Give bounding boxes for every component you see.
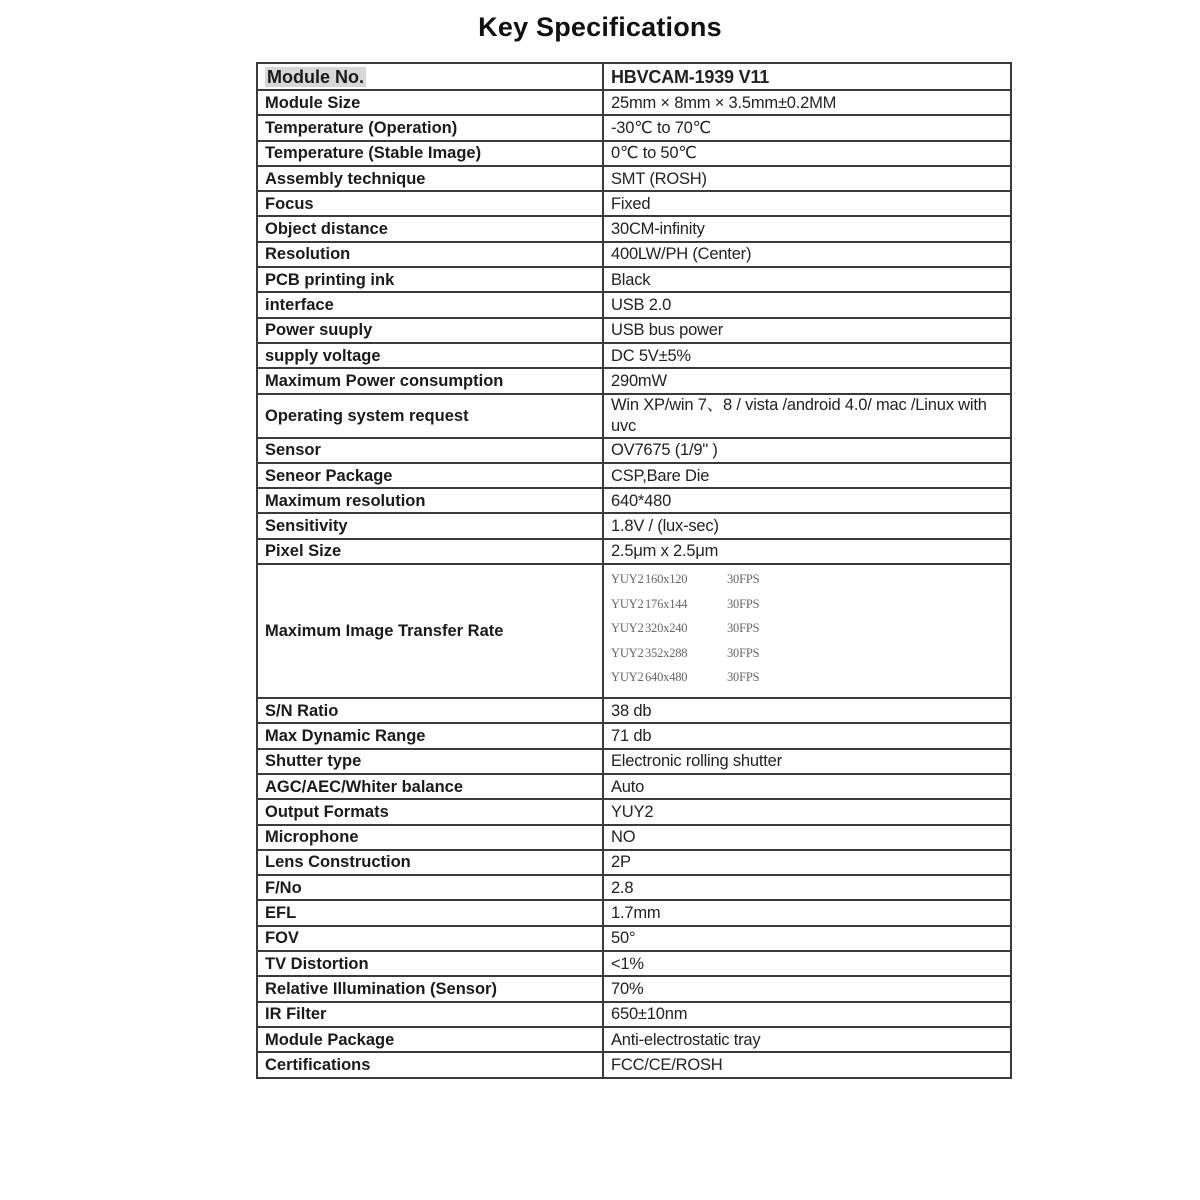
- rate-fps: 30FPS: [727, 596, 760, 611]
- spec-label: AGC/AEC/Whiter balance: [257, 774, 603, 799]
- spec-label: Maximum Image Transfer Rate: [257, 564, 603, 698]
- spec-value: Black: [603, 267, 1011, 292]
- table-row: [257, 1052, 1011, 1077]
- table-row: [257, 191, 1011, 216]
- spec-label: supply voltage: [257, 343, 603, 368]
- table-row: [257, 438, 1011, 463]
- page-title: Key Specifications: [478, 12, 722, 42]
- spec-value: DC 5V±5%: [603, 343, 1011, 368]
- spec-label: Operating system request: [257, 394, 603, 438]
- spec-value: -30℃ to 70℃: [603, 115, 1011, 140]
- table-row: [257, 723, 1011, 748]
- transfer-rate-line: [611, 616, 1003, 641]
- spec-value: 290mW: [603, 368, 1011, 393]
- transfer-rate-list: [603, 564, 1011, 698]
- rate-format: YUY2: [611, 621, 644, 636]
- spec-value: YUY2: [603, 799, 1011, 824]
- spec-value: FCC/CE/ROSH: [603, 1052, 1011, 1077]
- spec-label: Pixel Size: [257, 539, 603, 564]
- spec-label: TV Distortion: [257, 951, 603, 976]
- spec-value: Win XP/win 7、8 / vista /android 4.0/ mac /Linux with uvc: [603, 394, 1011, 438]
- spec-label: EFL: [257, 900, 603, 925]
- table-row: [257, 292, 1011, 317]
- table-row: [257, 368, 1011, 393]
- table-row: [257, 318, 1011, 343]
- spec-label: Relative Illumination (Sensor): [257, 976, 603, 1001]
- spec-value: 50°: [603, 926, 1011, 951]
- rate-fps: 30FPS: [727, 670, 760, 685]
- spec-label: interface: [257, 292, 603, 317]
- spec-label: Lens Construction: [257, 850, 603, 875]
- spec-value: 70%: [603, 976, 1011, 1001]
- spec-value: 71 db: [603, 723, 1011, 748]
- table-row: [257, 115, 1011, 140]
- spec-value: 650±10nm: [603, 1002, 1011, 1027]
- spec-table-body: [257, 63, 1011, 1078]
- spec-label: FOV: [257, 926, 603, 951]
- table-row: [257, 267, 1011, 292]
- spec-value: 400LW/PH (Center): [603, 242, 1011, 267]
- table-row: [257, 749, 1011, 774]
- table-row: [257, 1027, 1011, 1052]
- rate-format: YUY2: [611, 670, 644, 685]
- table-row: [257, 166, 1011, 191]
- rate-resolution: 320x240: [645, 621, 688, 636]
- transfer-rate-line: [611, 567, 1003, 592]
- spec-label: Module Package: [257, 1027, 603, 1052]
- rate-format: YUY2: [611, 596, 644, 611]
- spec-label: Seneor Package: [257, 463, 603, 488]
- spec-label: Sensitivity: [257, 513, 603, 538]
- spec-label: Resolution: [257, 242, 603, 267]
- spec-label: Object distance: [257, 216, 603, 241]
- table-row: [257, 141, 1011, 166]
- table-row: [257, 242, 1011, 267]
- table-row: [257, 799, 1011, 824]
- table-row: [257, 90, 1011, 115]
- rate-format: YUY2: [611, 645, 644, 660]
- spec-label: Microphone: [257, 825, 603, 850]
- table-row: [257, 976, 1011, 1001]
- spec-label: F/No: [257, 875, 603, 900]
- table-row: [257, 513, 1011, 538]
- table-row: [257, 698, 1011, 723]
- table-row: [257, 926, 1011, 951]
- os-row: [257, 394, 1011, 438]
- table-row: [257, 343, 1011, 368]
- spec-value: 640*480: [603, 488, 1011, 513]
- spec-label: Module Size: [257, 90, 603, 115]
- spec-value: Anti-electrostatic tray: [603, 1027, 1011, 1052]
- spec-label: Sensor: [257, 438, 603, 463]
- spec-value: 1.7mm: [603, 900, 1011, 925]
- spec-value: 30CM-infinity: [603, 216, 1011, 241]
- rate-fps: 30FPS: [727, 621, 760, 636]
- spec-label: PCB printing ink: [257, 267, 603, 292]
- spec-value: 1.8V / (lux-sec): [603, 513, 1011, 538]
- spec-label: IR Filter: [257, 1002, 603, 1027]
- spec-value: 2P: [603, 850, 1011, 875]
- table-row: [257, 951, 1011, 976]
- spec-label: Temperature (Stable Image): [257, 141, 603, 166]
- transfer-rate-line: [611, 641, 1003, 666]
- spec-value: Auto: [603, 774, 1011, 799]
- spec-value: <1%: [603, 951, 1011, 976]
- spec-value: SMT (ROSH): [603, 166, 1011, 191]
- spec-label: Power suuply: [257, 318, 603, 343]
- table-row: [257, 875, 1011, 900]
- transfer-rate-row: [257, 564, 1011, 698]
- transfer-rate-line: [611, 665, 1003, 690]
- spec-label: Max Dynamic Range: [257, 723, 603, 748]
- table-row: [257, 774, 1011, 799]
- spec-label: Maximum Power consumption: [257, 368, 603, 393]
- spec-label: S/N Ratio: [257, 698, 603, 723]
- table-header-row: [257, 63, 1011, 90]
- rate-resolution: 352x288: [645, 645, 688, 660]
- spec-value: 0℃ to 50℃: [603, 141, 1011, 166]
- transfer-rate-line: [611, 592, 1003, 617]
- table-row: [257, 216, 1011, 241]
- spec-label: Temperature (Operation): [257, 115, 603, 140]
- table-row: [257, 539, 1011, 564]
- rate-resolution: 640x480: [645, 670, 688, 685]
- spec-value: CSP,Bare Die: [603, 463, 1011, 488]
- table-row: [257, 900, 1011, 925]
- spec-value: Electronic rolling shutter: [603, 749, 1011, 774]
- rate-format: YUY2: [611, 572, 644, 587]
- spec-value: NO: [603, 825, 1011, 850]
- spec-value: 2.8: [603, 875, 1011, 900]
- spec-value: 38 db: [603, 698, 1011, 723]
- spec-value: OV7675 (1/9" ): [603, 438, 1011, 463]
- spec-value: 2.5μm x 2.5μm: [603, 539, 1011, 564]
- rate-fps: 30FPS: [727, 645, 760, 660]
- spec-label: Maximum resolution: [257, 488, 603, 513]
- header-value: HBVCAM-1939 V11: [603, 63, 1011, 90]
- rate-resolution: 160x120: [645, 572, 688, 587]
- header-label-cell: [257, 63, 603, 90]
- rate-fps: 30FPS: [727, 572, 760, 587]
- table-row: [257, 463, 1011, 488]
- spec-value: USB bus power: [603, 318, 1011, 343]
- spec-value: Fixed: [603, 191, 1011, 216]
- header-label: Module No.: [267, 66, 364, 87]
- spec-value: 25mm × 8mm × 3.5mm±0.2MM: [603, 90, 1011, 115]
- table-row: [257, 850, 1011, 875]
- spec-value: USB 2.0: [603, 292, 1011, 317]
- spec-label: Focus: [257, 191, 603, 216]
- spec-label: Certifications: [257, 1052, 603, 1077]
- table-row: [257, 825, 1011, 850]
- rate-resolution: 176x144: [645, 596, 688, 611]
- table-row: [257, 488, 1011, 513]
- spec-label: Shutter type: [257, 749, 603, 774]
- spec-label: Assembly technique: [257, 166, 603, 191]
- table-row: [257, 1002, 1011, 1027]
- spec-label: Output Formats: [257, 799, 603, 824]
- spec-table: [256, 62, 1012, 1079]
